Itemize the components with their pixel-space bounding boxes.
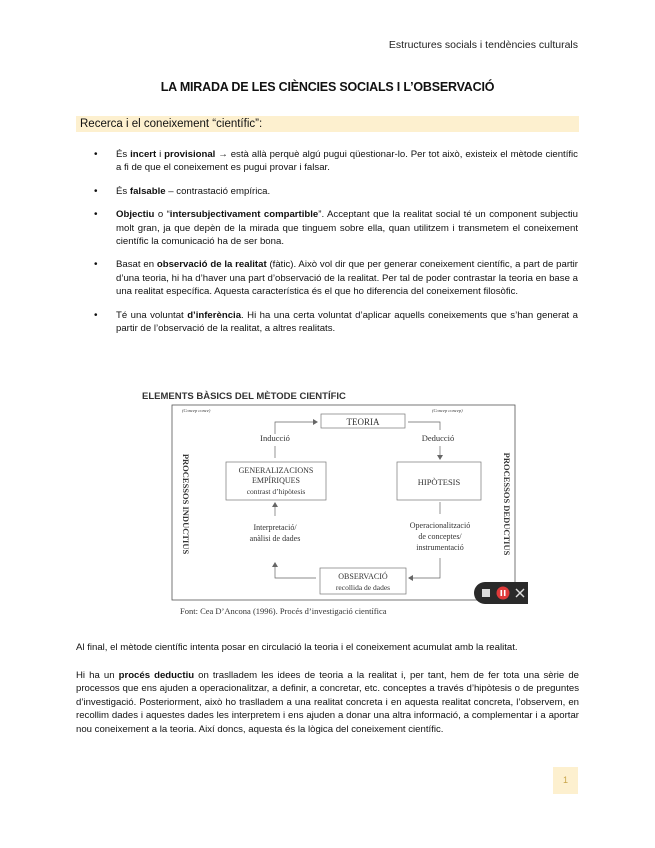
recording-controls — [474, 582, 528, 604]
hipotesis-label: HIPÒTESIS — [417, 477, 461, 487]
diagram-frame — [172, 405, 515, 600]
bullet-dot-icon: • — [94, 309, 98, 321]
deduccio-label: Deducció — [421, 433, 455, 443]
generalizacions-line3: contrast d’hipòtesis — [246, 487, 306, 496]
running-header: Estructures socials i tendències culturals — [388, 39, 578, 51]
bullet-item: • Té una voluntat d’inferència. Hi ha una certa voluntat d’aplicar aquells coneixements que s’han generat a partir de l’observació de la realitat, a altres realitats. — [94, 309, 578, 335]
observacio-line1: OBSERVACIÓ — [338, 572, 388, 581]
diagram-canvas — [140, 386, 528, 618]
bullet-dot-icon: • — [94, 209, 98, 221]
close-icon[interactable] — [516, 589, 524, 597]
interpretacio-line2: anàlisi de dades — [249, 534, 301, 543]
teoria-label: TEORIA — [346, 417, 380, 427]
deduccio-arrow — [408, 422, 440, 430]
processos-deductius-label: PROCESSOS DEDUCTIUS — [502, 452, 512, 556]
operacional-line2: de conceptes/ — [418, 532, 462, 541]
paragraph-deductive-process: Hi ha un procés deductiu on traslladem les idees de teoria a la realitat i, per tant, hem de fer tota una sèrie de processos que ens ajuden a operacionalitzar, a definir, a concretar, etc. conceptes a través d’hipòtesis o de preguntes d’investigació. Posteriorment, això ho traslladem a una realitat concreta i en aquesta realitat concreta, l’observem, en recollim dades i aquestes dades les interpretem i ens ajuden a donar una altra informació, a complementar i a aportar nou coneixement a la teoria. Així doncs, aquesta és la lògica del coneixement científic. — [76, 670, 579, 735]
operacional-line1: Operacionalització — [409, 521, 471, 530]
corner-right-label: (Concep concep) — [432, 408, 463, 413]
scientific-method-diagram — [140, 386, 528, 618]
bullet-item: • És falsable – contrastació empírica. — [94, 185, 271, 197]
bullet-item: • Objectiu o “intersubjectivament compartible”. Acceptant que la realitat social té un component subjectiu molt gran, ja que depèn de la mirada que tinguem sobre ella, quan utilitzem i transmetem el coneixement científic la comunicació ha de ser bona. — [94, 209, 578, 248]
page-title: LA MIRADA DE LES CIÈNCIES SOCIALS I L’OBSERVACIÓ — [160, 80, 495, 94]
operacional-to-observacio-arrow — [410, 558, 440, 578]
bullet-dot-icon: • — [94, 185, 98, 197]
stop-icon[interactable] — [482, 589, 490, 597]
paragraph-conclusion: Al final, el mètode científic intenta posar en circulació la teoria i el coneixement acumulat amb la realitat. — [76, 642, 518, 653]
corner-left-label: (Concep conce) — [182, 408, 211, 413]
diagram-source: Font: Cea D’Ancona (1996). Procés d’investigació científica — [180, 606, 387, 616]
interpretacio-line1: Interpretació/ — [253, 523, 297, 532]
pause-recording-icon[interactable] — [497, 587, 510, 600]
bullet-dot-icon: • — [94, 149, 98, 160]
operacional-line3: instrumentació — [416, 543, 464, 552]
bullet-list — [92, 148, 578, 345]
processos-inductius-label: PROCESSOS INDUCTIUS — [181, 453, 191, 555]
generalizacions-line2: EMPÍRIQUES — [251, 476, 301, 485]
page-number: 1 — [553, 767, 578, 794]
induccio-label: Inducció — [260, 433, 290, 443]
bullet-item: • Basat en observació de la realitat (fàtic). Això vol dir que per generar coneixement científic, a part de partir d’una teoria, hi ha d’haver una part d’observació de la realitat. Per tal de poder contrastar la teoria en base a una realitat específica. Aquesta característica és el que ho diferencia del coneixement filosòfic. — [94, 259, 579, 298]
observacio-to-interpretacio-arrow — [275, 564, 316, 578]
section-heading: Recerca i el coneixement “científic”: — [76, 116, 579, 132]
generalizacions-line1: GENERALIZACIONS — [238, 466, 314, 475]
diagram-title: ELEMENTS BÀSICS DEL MÈTODE CIENTÍFIC — [142, 391, 346, 402]
bullet-dot-icon: • — [94, 259, 98, 271]
bullet-item: • És incert i provisional → està allà perquè algú pugui qüestionar-lo. Per tot això, existeix el mètode científic a fi de que el coneixement es pugui provar i falsar. — [94, 149, 578, 174]
observacio-line2: recollida de dades — [335, 583, 391, 592]
